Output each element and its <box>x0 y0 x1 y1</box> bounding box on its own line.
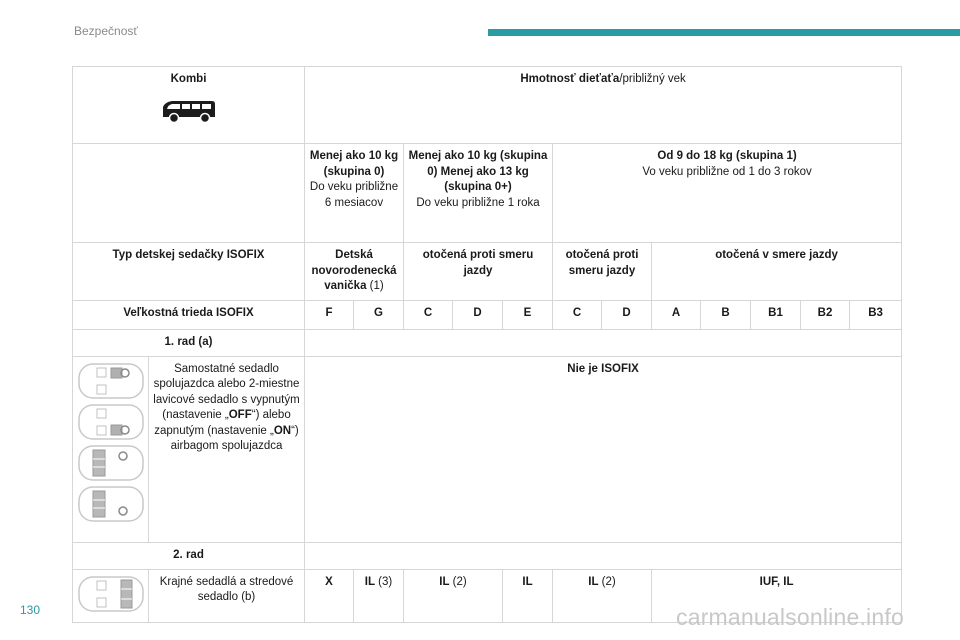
front-passenger-seat-diagram-icon <box>77 362 145 400</box>
type-2-bold: otočená proti smeru jazdy <box>565 249 639 277</box>
size-class-cell: D <box>602 300 652 329</box>
row2-seat-description: Krajné sedadlá a stredové sedadlo (b) <box>149 569 305 622</box>
group-cell-2 <box>553 144 902 243</box>
group-0-age: Do veku približne 6 mesiacov <box>309 181 399 209</box>
group-2-age: Vo veku približne od 1 do 3 rokov <box>642 165 812 178</box>
size-class-cell: F <box>305 300 354 329</box>
size-class-cell: C <box>404 300 453 329</box>
row1-seat-text: Samostatné sedadlo spolujazdca alebo 2-miestne lavicové sedadlo s vypnutým (nastavenie „ <box>153 362 300 422</box>
type-label: Typ detskej sedačky ISOFIX <box>73 243 305 301</box>
row2-value-note: (3) <box>374 575 393 588</box>
type-0-rest: (1) <box>366 280 384 293</box>
row2-value-cell <box>503 569 553 622</box>
row2-empty-cell <box>305 542 902 569</box>
type-cell-1 <box>404 243 553 301</box>
row2-value-bold: IL <box>522 575 533 588</box>
row2-value-cell <box>305 569 354 622</box>
size-label: Veľkostná trieda ISOFIX <box>73 300 305 329</box>
kombi-cell <box>73 67 305 144</box>
group-0-bold: Menej ako 10 kg (skupina 0) <box>309 150 399 178</box>
section-title: Bezpečnosť <box>74 24 138 38</box>
row1-value: Nie je ISOFIX <box>305 356 902 542</box>
front-bench-seat-diagram-icon <box>77 485 145 523</box>
weight-header-rest: /približný vek <box>619 73 686 85</box>
group-cell-1 <box>404 144 553 243</box>
row1-seat-text: “) alebo zapnutým (nastavenie „ <box>154 409 291 437</box>
type-cell-2 <box>553 243 652 301</box>
group-1-bold: Menej ako 10 kg (skupina 0) Menej ako 13 kg (skupina 0+) <box>408 150 548 194</box>
header-accent-bar <box>488 29 960 36</box>
row1-label: 1. rad (a) <box>73 329 305 356</box>
row2-label: 2. rad <box>73 542 305 569</box>
row2-value-note: (2) <box>598 575 616 588</box>
row1-seat-description <box>149 356 305 542</box>
isofix-table <box>72 66 902 623</box>
group-1-age: Do veku približne 1 roka <box>416 196 540 209</box>
type-cell-0 <box>305 243 404 301</box>
size-class-cell: A <box>652 300 701 329</box>
row2-value-cell <box>354 569 404 622</box>
row2-value-bold: IL <box>588 575 599 588</box>
group-cell-0 <box>305 144 404 243</box>
van-side-icon <box>160 98 218 124</box>
row2-value-bold: IL <box>439 575 450 588</box>
row2-value-bold: IUF, IL <box>759 575 794 588</box>
row2-value-cell <box>404 569 503 622</box>
row1-empty-cell <box>305 329 902 356</box>
size-class-cell: B3 <box>850 300 902 329</box>
front-passenger-seat-diagram-icon <box>77 403 145 441</box>
row2-value-note: (2) <box>449 575 467 588</box>
row1-seat-text: “) airbagom spolujazdca <box>170 424 299 453</box>
airbag-on-label: ON <box>273 424 292 437</box>
weight-empty-cell <box>73 144 305 243</box>
kombi-label: Kombi <box>170 73 207 85</box>
row2-value-bold: IL <box>364 575 375 588</box>
type-cell-3 <box>652 243 902 301</box>
size-class-cell: B1 <box>751 300 801 329</box>
row2-value-bold: X <box>325 575 333 588</box>
weight-header-bold: Hmotnosť dieťaťa <box>520 73 620 85</box>
page-number: 130 <box>20 603 41 617</box>
size-class-cell: E <box>503 300 553 329</box>
size-class-cell: C <box>553 300 602 329</box>
size-class-cell: D <box>453 300 503 329</box>
watermark: carmanualsonline.info <box>676 604 904 630</box>
airbag-off-label: OFF <box>228 409 252 422</box>
rear-seat-diagram-cell <box>73 569 149 622</box>
size-class-cell: G <box>354 300 404 329</box>
size-class-cell: B <box>701 300 751 329</box>
front-seat-diagrams-cell <box>73 356 149 542</box>
type-3-bold: otočená v smere jazdy <box>715 249 838 261</box>
type-0-bold: Detská novorodenecká vanička <box>311 249 397 293</box>
rear-seats-diagram-icon <box>77 575 145 613</box>
size-class-cell: B2 <box>801 300 850 329</box>
type-1-bold: otočená proti smeru jazdy <box>422 249 534 277</box>
row2-value-cell <box>553 569 652 622</box>
weight-header-cell <box>305 67 902 144</box>
front-bench-seat-diagram-icon <box>77 444 145 482</box>
group-2-bold: Od 9 do 18 kg (skupina 1) <box>657 150 797 162</box>
